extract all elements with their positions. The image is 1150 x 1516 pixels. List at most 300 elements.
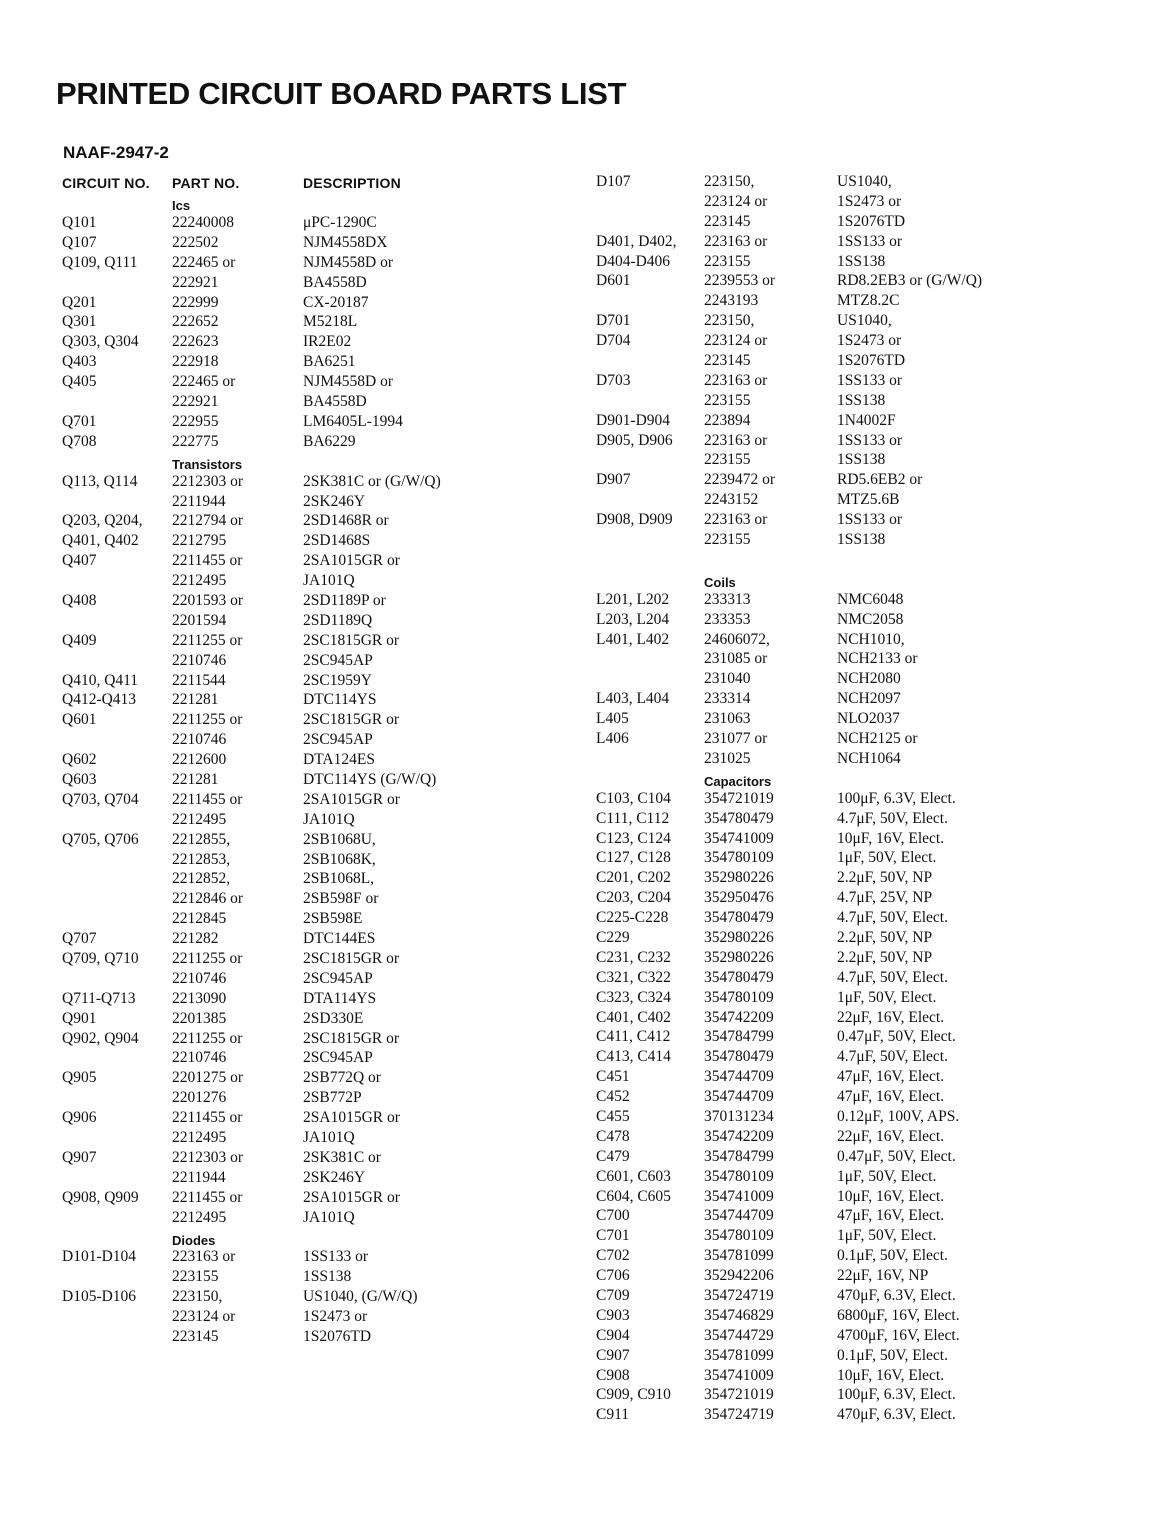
part-no-cell: 223155: [704, 530, 751, 548]
part-no-cell: 2211455 or: [172, 552, 243, 570]
description-cell: 10μF, 16V, Elect.: [837, 829, 945, 847]
circuit-no-cell: D905, D906: [596, 431, 673, 449]
circuit-no-cell: C111, C112: [596, 809, 670, 827]
part-no-cell: 2212495: [172, 810, 227, 828]
table-row: [596, 928, 1076, 948]
table-row: [596, 212, 1076, 232]
circuit-no-cell: L405: [596, 710, 629, 728]
part-no-cell: 2211455 or: [172, 1109, 243, 1127]
circuit-no-cell: C321, C322: [596, 968, 671, 986]
table-row: [596, 1067, 1076, 1087]
circuit-no-cell: C127, C128: [596, 849, 671, 867]
description-cell: 1μF, 50V, Elect.: [837, 1167, 937, 1185]
table-row: [596, 172, 1076, 192]
part-no-cell: 354721019: [704, 789, 774, 807]
part-no-cell: 221282: [172, 930, 219, 948]
description-cell: DTC114YS (G/W/Q): [303, 770, 437, 788]
table-row: [62, 1267, 522, 1287]
part-no-cell: 2201594: [172, 611, 227, 629]
part-no-cell: 2212495: [172, 1208, 227, 1226]
description-cell: DTC144ES: [303, 930, 376, 948]
description-cell: 2SK246Y: [303, 492, 366, 510]
description-cell: 2SC945AP: [303, 1049, 373, 1067]
circuit-no-cell: L201, L202: [596, 590, 670, 608]
description-cell: 4.7μF, 50V, Elect.: [837, 1048, 948, 1066]
circuit-no-cell: Q603: [62, 770, 97, 788]
description-cell: DTA114YS: [303, 989, 377, 1007]
part-no-cell: 354780479: [704, 909, 774, 927]
table-row: [62, 332, 522, 352]
part-no-cell: 354741009: [704, 1187, 774, 1205]
table-row: [596, 1087, 1076, 1107]
circuit-no-cell: D105-D106: [62, 1288, 137, 1306]
circuit-no-cell: Q707: [62, 930, 97, 948]
part-no-cell: 223163 or: [704, 232, 768, 250]
circuit-no-cell: C451: [596, 1068, 630, 1086]
circuit-no-cell: D107: [596, 172, 631, 190]
table-row: [62, 710, 522, 730]
part-no-cell: 231085 or: [704, 650, 768, 668]
circuit-no-cell: Q408: [62, 591, 97, 609]
description-cell: JA101Q: [303, 1208, 355, 1226]
table-row: [596, 351, 1076, 371]
description-cell: 1μF, 50V, Elect.: [837, 1227, 937, 1245]
description-cell: 0.47μF, 50V, Elect.: [837, 1147, 956, 1165]
description-cell: 100μF, 6.3V, Elect.: [837, 1386, 956, 1404]
description-cell: MTZ5.6B: [837, 491, 900, 509]
part-no-cell: 2211944: [172, 1168, 226, 1186]
description-cell: US1040, (G/W/Q): [303, 1288, 418, 1306]
description-cell: 6800μF, 16V, Elect.: [837, 1306, 960, 1324]
part-no-cell: 223894: [704, 411, 751, 429]
table-row: [62, 969, 522, 989]
circuit-no-cell: C701: [596, 1227, 630, 1245]
description-cell: 1SS138: [837, 530, 886, 548]
table-row: [62, 1248, 522, 1268]
part-no-cell: 222502: [172, 233, 219, 251]
description-cell: 100μF, 6.3V, Elect.: [837, 789, 956, 807]
table-row: [62, 571, 522, 591]
circuit-no-cell: D703: [596, 371, 631, 389]
table-row: [596, 1346, 1076, 1366]
circuit-no-cell: Q902, Q904: [62, 1029, 139, 1047]
description-cell: NCH1064: [837, 749, 901, 767]
description-cell: 10μF, 16V, Elect.: [837, 1366, 945, 1384]
description-cell: 2SD1468S: [303, 532, 371, 550]
circuit-no-cell: Q409: [62, 631, 97, 649]
part-no-cell: 2211544: [172, 671, 226, 689]
circuit-no-cell: Q711-Q713: [62, 989, 136, 1007]
description-cell: 2SK381C or (G/W/Q): [303, 472, 441, 490]
table-row: [62, 511, 522, 531]
description-cell: US1040,: [837, 172, 892, 190]
part-no-cell: 354724719: [704, 1287, 774, 1305]
table-row: [62, 412, 522, 432]
table-row: [62, 830, 522, 850]
description-cell: NJM4558D or: [303, 253, 393, 271]
circuit-no-cell: C478: [596, 1127, 630, 1145]
circuit-no-cell: Q907: [62, 1148, 97, 1166]
part-no-cell: 352980226: [704, 948, 774, 966]
table-row: [62, 253, 522, 273]
circuit-no-cell: L203, L204: [596, 610, 670, 628]
circuit-no-cell: C401, C402: [596, 1008, 671, 1026]
part-no-cell: 223145: [704, 212, 751, 230]
part-no-cell: 233353: [704, 610, 751, 628]
circuit-no-cell: Q601: [62, 711, 97, 729]
table-row: [596, 868, 1076, 888]
circuit-no-cell: L406: [596, 729, 629, 747]
part-no-cell: 354780109: [704, 1167, 774, 1185]
part-no-cell: 222918: [172, 353, 219, 371]
table-row: [596, 391, 1076, 411]
table-row: [596, 1008, 1076, 1028]
table-row: [62, 790, 522, 810]
circuit-no-cell: Q113, Q114: [62, 472, 138, 490]
description-cell: 1SS133 or: [837, 232, 903, 250]
circuit-no-cell: C413, C414: [596, 1048, 671, 1066]
part-no-cell: 2212853,: [172, 850, 231, 868]
description-cell: 2SC1815GR or: [303, 631, 400, 649]
table-row: [596, 1226, 1076, 1246]
table-row: [62, 1208, 522, 1228]
description-cell: 2SK381C or: [303, 1148, 381, 1166]
part-no-cell: 231063: [704, 710, 751, 728]
table-row: [62, 273, 522, 293]
table-row: [596, 630, 1076, 650]
circuit-no-cell: Q405: [62, 373, 97, 391]
table-row: [596, 908, 1076, 928]
part-no-cell: 222465 or: [172, 373, 236, 391]
circuit-no-cell: Q201: [62, 293, 97, 311]
part-no-cell: 352950476: [704, 889, 774, 907]
table-row: [62, 1029, 522, 1049]
description-cell: μPC-1290C: [303, 213, 377, 231]
table-row: [596, 649, 1076, 669]
description-cell: JA101Q: [303, 572, 355, 590]
part-no-cell: 354784799: [704, 1028, 774, 1046]
description-cell: 2.2μF, 50V, NP: [837, 869, 933, 887]
table-row: [596, 789, 1076, 809]
circuit-no-cell: C452: [596, 1088, 630, 1106]
circuit-no-cell: Q303, Q304: [62, 333, 139, 351]
description-cell: 4.7μF, 25V, NP: [837, 889, 933, 907]
description-cell: 2SD1189Q: [303, 611, 373, 629]
table-row: [62, 1168, 522, 1188]
description-cell: 1S2473 or: [303, 1308, 368, 1326]
table-row: [596, 1386, 1076, 1406]
table-row: [62, 1148, 522, 1168]
description-cell: 4700μF, 16V, Elect.: [837, 1326, 960, 1344]
description-cell: NCH2125 or: [837, 729, 918, 747]
description-cell: M5218L: [303, 313, 358, 331]
description-cell: NLO2037: [837, 710, 900, 728]
description-cell: 470μF, 6.3V, Elect.: [837, 1406, 956, 1424]
circuit-no-cell: D404-D406: [596, 252, 671, 270]
circuit-no-cell: C229: [596, 929, 630, 946]
description-cell: 2SC945AP: [303, 969, 373, 987]
part-no-cell: 354742209: [704, 1127, 774, 1145]
circuit-no-cell: D401, D402,: [596, 232, 677, 250]
description-cell: 470μF, 6.3V, Elect.: [837, 1287, 956, 1305]
description-cell: 2SA1015GR or: [303, 1109, 400, 1127]
table-row: [62, 213, 522, 233]
section-heading: Ics: [172, 198, 191, 213]
table-row: [62, 551, 522, 571]
circuit-no-cell: D601: [596, 272, 631, 290]
table-row: [596, 1306, 1076, 1326]
table-row: [596, 1207, 1076, 1227]
table-row: [596, 311, 1076, 331]
part-no-cell: 2211255 or: [172, 711, 243, 729]
table-row: [62, 1088, 522, 1108]
table-row: [596, 1366, 1076, 1386]
table-row: [596, 809, 1076, 829]
part-no-cell: 2212855,: [172, 830, 231, 848]
circuit-no-cell: C231, C232: [596, 948, 671, 966]
circuit-no-cell: C455: [596, 1108, 630, 1126]
circuit-no-cell: Q410, Q411: [62, 671, 139, 689]
circuit-no-cell: Q905: [62, 1069, 97, 1087]
table-row: [596, 1246, 1076, 1266]
table-row: [62, 989, 522, 1009]
table-row: [62, 1307, 522, 1327]
circuit-no-cell: Q908, Q909: [62, 1188, 139, 1206]
circuit-no-cell: Q708: [62, 432, 97, 450]
table-row: [596, 1266, 1076, 1286]
table-row: [62, 1009, 522, 1029]
part-no-cell: 2212495: [172, 1129, 227, 1147]
part-no-cell: 354744709: [704, 1068, 774, 1086]
part-no-cell: 2212495: [172, 572, 227, 590]
table-row: [62, 631, 522, 651]
description-cell: 1SS133 or: [303, 1248, 369, 1266]
description-cell: NJM4558DX: [303, 233, 388, 251]
table-row: [596, 411, 1076, 431]
table-row: [596, 709, 1076, 729]
table-row: [596, 729, 1076, 749]
table-row: [62, 850, 522, 870]
section-heading: Capacitors: [704, 773, 772, 789]
circuit-no-cell: C323, C324: [596, 988, 671, 1006]
circuit-no-cell: Q403: [62, 353, 97, 371]
part-no-cell: 354780109: [704, 1227, 774, 1245]
table-row: [62, 671, 522, 691]
part-no-cell: 231025: [704, 749, 751, 767]
header-part-no: PART NO.: [172, 174, 240, 191]
circuit-no-cell: C411, C412: [596, 1028, 671, 1046]
table-row: [596, 252, 1076, 272]
part-no-cell: 223145: [704, 351, 751, 369]
circuit-no-cell: C103, C104: [596, 789, 671, 807]
part-no-cell: 2211944: [172, 492, 226, 510]
description-cell: 1SS138: [837, 391, 886, 409]
table-row: [596, 431, 1076, 451]
part-no-cell: 233313: [704, 590, 751, 608]
part-no-cell: 352980226: [704, 929, 774, 946]
description-cell: 4.7μF, 50V, Elect.: [837, 968, 948, 986]
circuit-no-cell: C908: [596, 1366, 630, 1384]
description-cell: 2SB598F or: [303, 890, 379, 908]
description-cell: 1μF, 50V, Elect.: [837, 849, 937, 867]
part-no-cell: 2210746: [172, 651, 227, 669]
description-cell: 2SB772P: [303, 1089, 362, 1107]
description-cell: 1SS133 or: [837, 511, 903, 529]
table-row: [596, 1047, 1076, 1067]
circuit-no-cell: C123, C124: [596, 829, 671, 847]
table-row: [62, 531, 522, 551]
table-row: [62, 372, 522, 392]
table-row: [62, 870, 522, 890]
part-no-cell: 2210746: [172, 731, 227, 749]
table-row: [596, 450, 1076, 470]
circuit-no-cell: C601, C603: [596, 1167, 671, 1185]
part-no-cell: 223163 or: [704, 511, 768, 529]
table-row: [62, 1068, 522, 1088]
description-cell: BA4558D: [303, 392, 367, 410]
description-cell: IR2E02: [303, 333, 352, 351]
circuit-no-cell: D704: [596, 332, 631, 350]
circuit-no-cell: L403, L404: [596, 690, 670, 708]
table-row: [596, 988, 1076, 1008]
table-row: [596, 1107, 1076, 1127]
part-no-cell: 2212852,: [172, 870, 231, 888]
table-row: [596, 669, 1076, 689]
part-no-cell: 2210746: [172, 1049, 227, 1067]
table-row: [62, 651, 522, 671]
part-no-cell: 223124 or: [172, 1308, 236, 1326]
circuit-no-cell: C907: [596, 1346, 630, 1364]
table-row: [62, 770, 522, 790]
description-cell: NMC6048: [837, 590, 904, 608]
part-no-cell: 2239553 or: [704, 272, 776, 290]
part-no-cell: 222921: [172, 392, 219, 410]
table-row: [62, 352, 522, 372]
part-no-cell: 222775: [172, 432, 219, 450]
circuit-no-cell: C709: [596, 1287, 630, 1305]
header-description: DESCRIPTION: [303, 174, 401, 191]
circuit-no-cell: C604, C605: [596, 1187, 671, 1205]
part-no-cell: 231077 or: [704, 729, 768, 747]
part-no-cell: 354780479: [704, 1048, 774, 1066]
part-no-cell: 2212794 or: [172, 512, 244, 530]
table-row: [62, 492, 522, 512]
part-no-cell: 221281: [172, 691, 219, 709]
table-row: [596, 829, 1076, 849]
part-no-cell: 2213090: [172, 989, 227, 1007]
table-row: [596, 1286, 1076, 1306]
part-no-cell: 223124 or: [704, 332, 768, 350]
description-cell: 2.2μF, 50V, NP: [837, 948, 933, 966]
description-cell: 1SS133 or: [837, 371, 903, 389]
table-row: [62, 1128, 522, 1148]
page-title: PRINTED CIRCUIT BOARD PARTS LIST: [56, 76, 627, 111]
part-no-cell: 354780479: [704, 968, 774, 986]
description-cell: 2SB1068K,: [303, 850, 376, 868]
part-no-cell: 2239472 or: [704, 471, 776, 489]
description-cell: NMC2058: [837, 610, 904, 628]
table-row: [62, 312, 522, 332]
description-cell: 4.7μF, 50V, Elect.: [837, 909, 948, 927]
circuit-no-cell: C911: [596, 1406, 630, 1424]
circuit-no-cell: Q203, Q204,: [62, 512, 143, 530]
description-cell: 1N4002F: [837, 411, 896, 429]
part-no-cell: 222955: [172, 412, 219, 430]
table-row: [62, 293, 522, 313]
description-cell: 1S2076TD: [837, 351, 906, 369]
description-cell: 47μF, 16V, Elect.: [837, 1207, 945, 1225]
circuit-no-cell: C702: [596, 1247, 630, 1265]
description-cell: 1μF, 50V, Elect.: [837, 988, 937, 1006]
part-no-cell: 354744729: [704, 1326, 774, 1344]
table-row: [596, 948, 1076, 968]
circuit-no-cell: D908, D909: [596, 511, 673, 529]
part-no-cell: 24606072,: [704, 630, 770, 648]
circuit-no-cell: Q709, Q710: [62, 950, 139, 967]
section-heading: Transistors: [172, 456, 243, 472]
table-row: [62, 1327, 522, 1347]
part-no-cell: 352942206: [704, 1267, 774, 1285]
part-no-cell: 233314: [704, 690, 751, 708]
part-no-cell: 223150,: [704, 172, 755, 190]
part-no-cell: 2210746: [172, 969, 227, 987]
table-row: [596, 530, 1076, 550]
row-spacer: [596, 550, 1076, 570]
description-cell: 1S2076TD: [837, 212, 906, 230]
description-cell: LM6405L-1994: [303, 412, 403, 430]
description-cell: 22μF, 16V, NP: [837, 1267, 929, 1285]
circuit-no-cell: Q703, Q704: [62, 790, 139, 808]
description-cell: RD5.6EB2 or: [837, 471, 923, 489]
circuit-no-cell: C909, C910: [596, 1386, 671, 1404]
table-row: [596, 1127, 1076, 1147]
description-cell: 4.7μF, 50V, Elect.: [837, 809, 948, 827]
table-row: [62, 810, 522, 830]
part-no-cell: 222623: [172, 333, 219, 351]
part-no-cell: 2212795: [172, 532, 227, 550]
description-cell: 22μF, 16V, Elect.: [837, 1127, 945, 1145]
part-no-cell: 2211255 or: [172, 950, 243, 967]
part-no-cell: 354744709: [704, 1088, 774, 1106]
table-row: [596, 291, 1076, 311]
part-no-cell: 2212846 or: [172, 890, 244, 908]
description-cell: 1SS138: [303, 1268, 352, 1286]
table-row: [596, 1028, 1076, 1048]
part-no-cell: 352980226: [704, 869, 774, 887]
circuit-no-cell: C903: [596, 1306, 630, 1324]
circuit-no-cell: Q412-Q413: [62, 691, 137, 709]
part-no-cell: 223155: [172, 1268, 219, 1286]
description-cell: 2SC1815GR or: [303, 950, 400, 967]
table-row: [596, 689, 1076, 709]
circuit-no-cell: D701: [596, 312, 631, 330]
description-cell: 2.2μF, 50V, NP: [837, 929, 933, 946]
description-cell: BA4558D: [303, 273, 367, 291]
description-cell: 1SS138: [837, 252, 886, 270]
part-no-cell: 2211455 or: [172, 1188, 243, 1206]
table-row: [596, 749, 1076, 769]
table-row: [62, 1188, 522, 1208]
part-no-cell: 354741009: [704, 1366, 774, 1384]
circuit-no-cell: C479: [596, 1147, 630, 1165]
parts-table-right: [596, 172, 1076, 1425]
part-no-cell: 370131234: [704, 1108, 774, 1126]
description-cell: 2SD330E: [303, 1009, 364, 1027]
part-no-cell: 223145: [172, 1328, 219, 1346]
part-no-cell: 2211455 or: [172, 790, 243, 808]
model-number: NAAF-2947-2: [63, 143, 169, 162]
part-no-cell: 2212845: [172, 910, 227, 928]
